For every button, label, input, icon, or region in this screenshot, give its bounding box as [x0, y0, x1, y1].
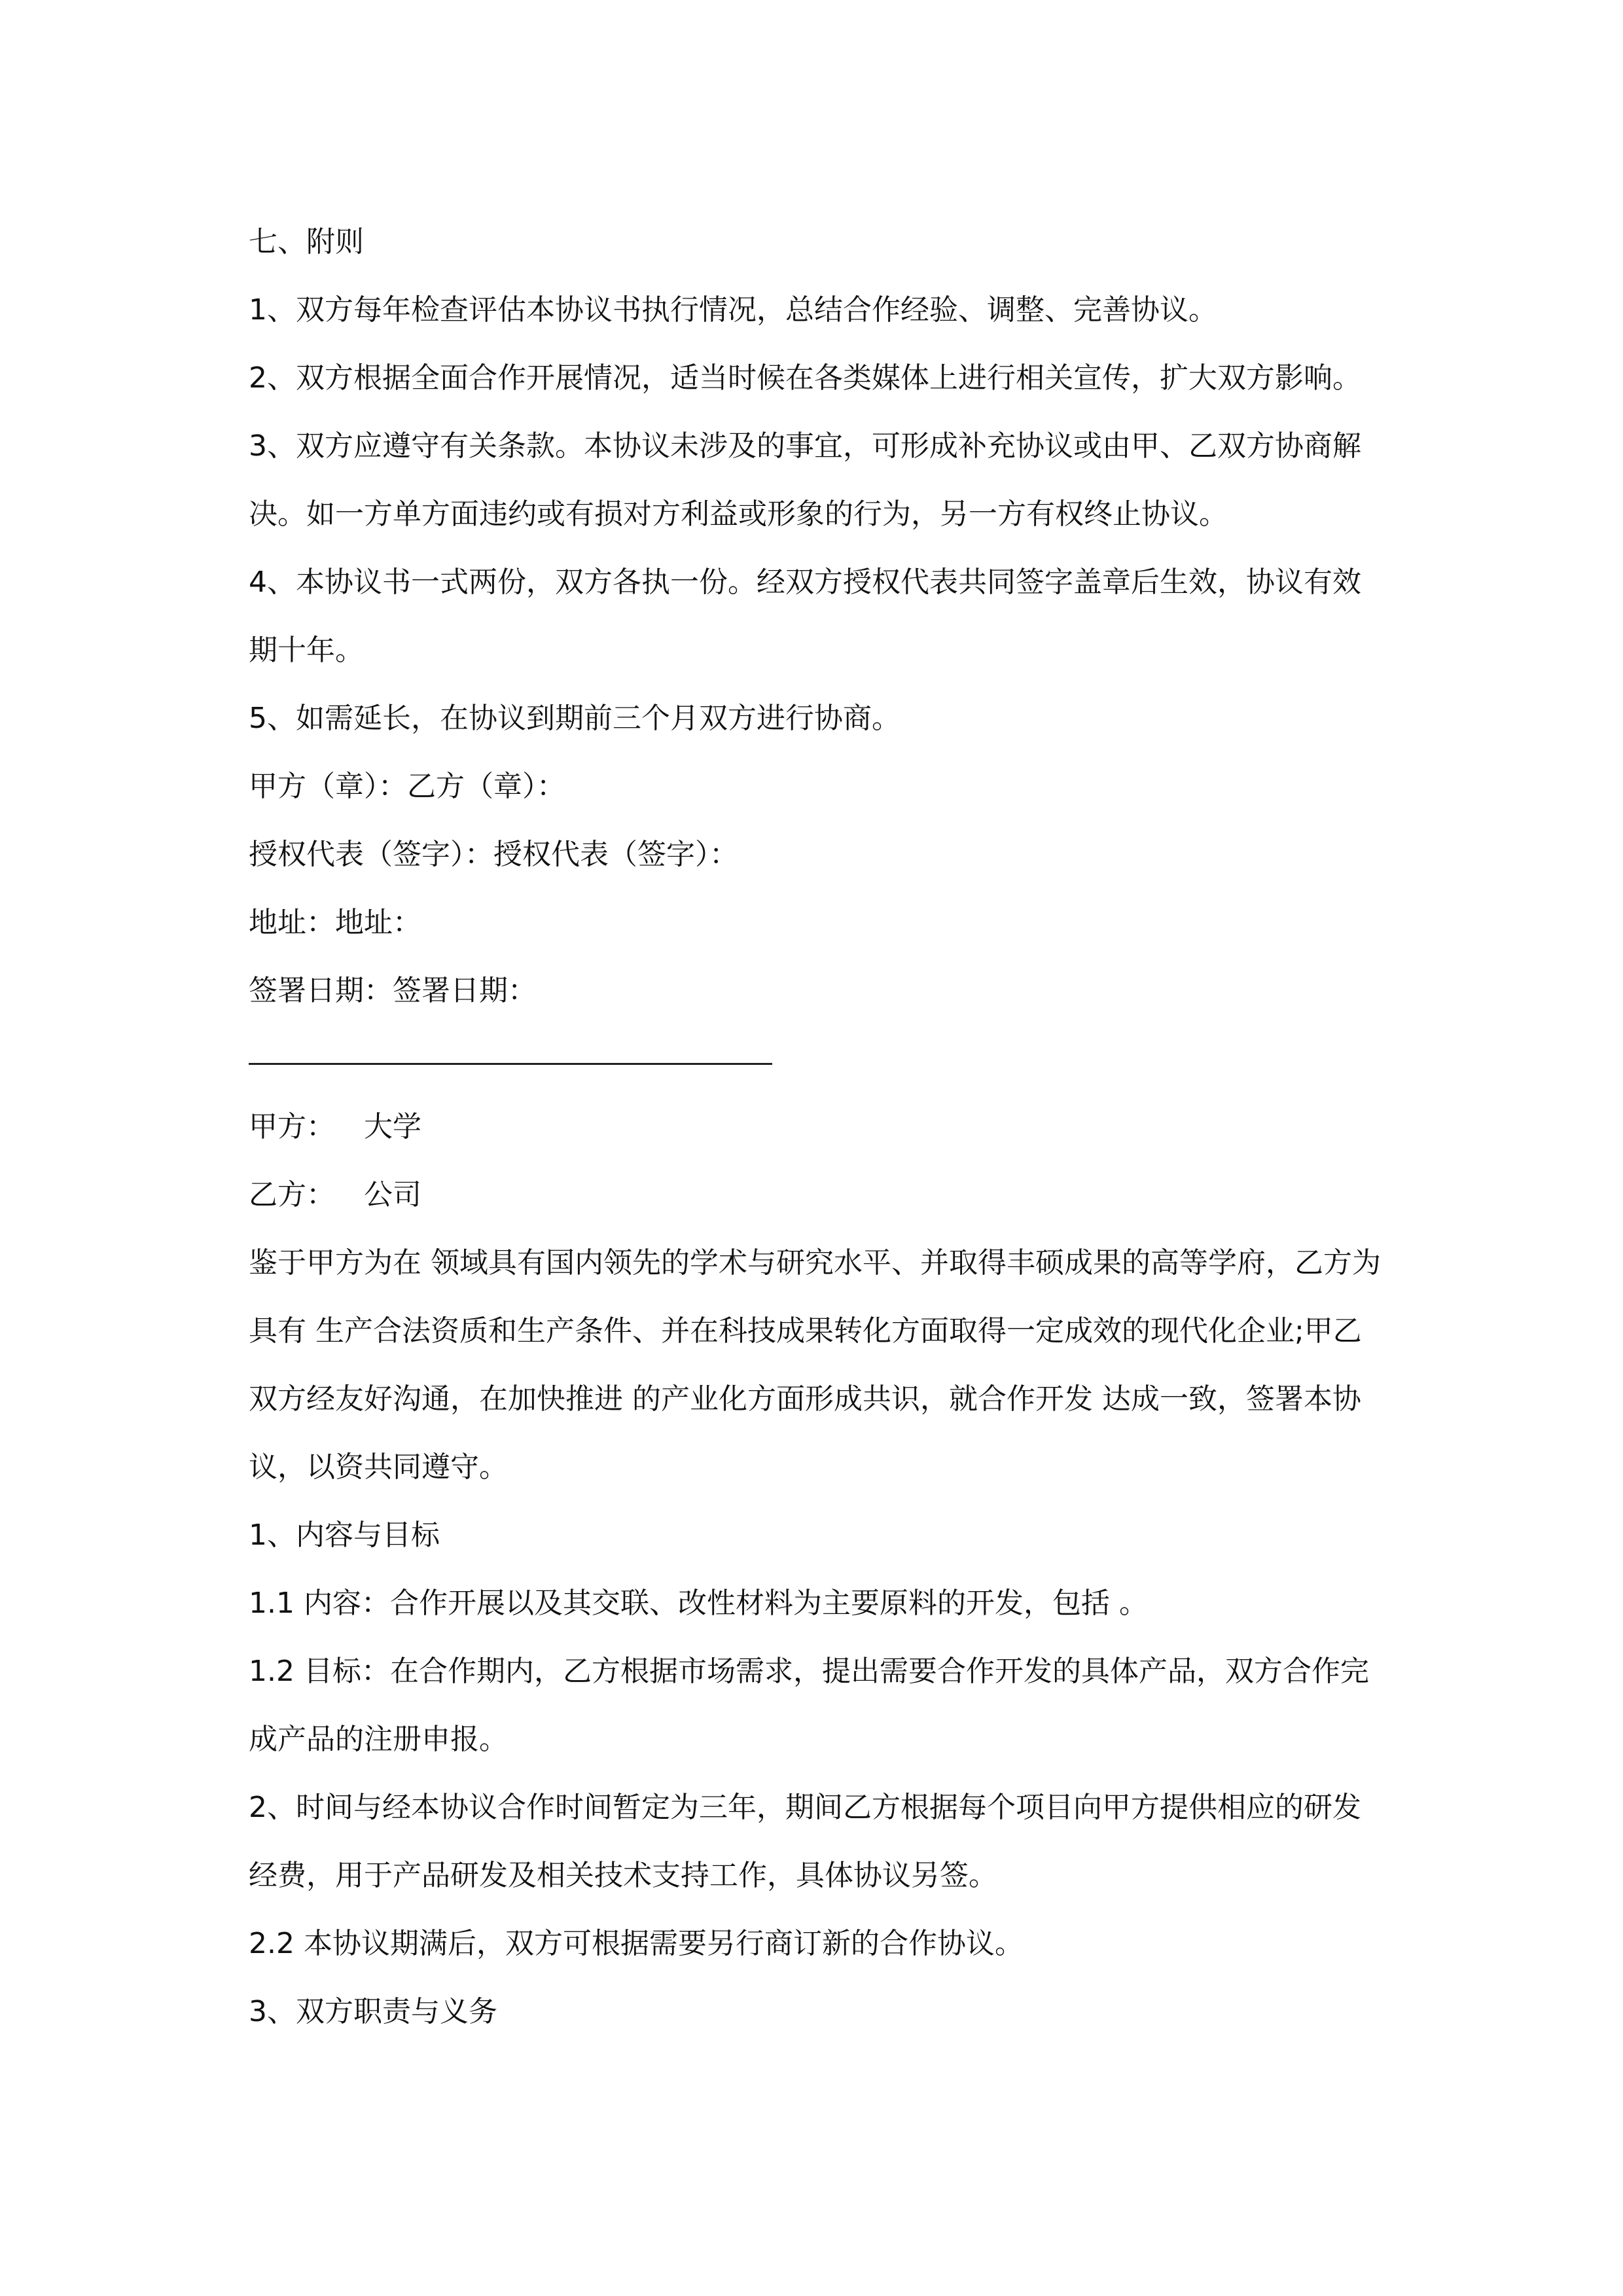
party-b-label: 乙方： [249, 1178, 335, 1211]
clause-3-heading: 3、双方职责与义务 [249, 1995, 497, 2028]
clause-2-2: 2.2 本协议期满后，双方可根据需要另行商订新的合作协议。 [249, 1927, 1024, 1960]
article-item-1: 1、双方每年检查评估本协议书执行情况，总结合作经验、调整、完善协议。 [249, 293, 1217, 327]
clause-1-2: 1.2 目标：在合作期内，乙方根据市场需求，提出需要合作开发的具体产品，双方合作完成产品的注册申报。 [249, 1655, 1369, 1756]
party-a-label: 甲方： [249, 1110, 335, 1143]
party-b-value: 公司 [364, 1178, 421, 1211]
party-b-line [249, 1161, 1387, 1229]
party-a-value: 大学 [364, 1110, 421, 1143]
article-item-4: 4、本协议书一式两份，双方各执一份。经双方授权代表共同签字盖章后生效，协议有效期十年。 [249, 565, 1361, 667]
address-line: 地址：地址： [249, 906, 421, 939]
date-line: 签署日期：签署日期： [249, 974, 537, 1007]
article-item-5: 5、如需延长，在协议到期前三个月双方进行协商。 [249, 702, 901, 735]
document-body [249, 208, 1387, 2046]
representative-line: 授权代表（签字）：授权代表（签字）： [249, 838, 738, 871]
article-item-2: 2、双方根据全面合作开展情况，适当时候在各类媒体上进行相关宣传，扩大双方影响。 [249, 361, 1361, 395]
preamble-paragraph: 鉴于甲方为在 领域具有国内领先的学术与研究水平、并取得丰硕成果的高等学府，乙方为具有 生产合法资质和生产条件、并在科技成果转化方面取得一定成效的现代化企业;甲乙双方经友好沟通，在加快推进 的产业化方面形成共识，就合作开发 达成一致，签署本协议，以资共同遵守。 [249, 1246, 1381, 1484]
clause-1-heading: 1、内容与目标 [249, 1518, 440, 1552]
article-item-3: 3、双方应遵守有关条款。本协议未涉及的事宜，可形成补充协议或由甲、乙双方协商解决。如一方单方面违约或有损对方利益或形象的行为，另一方有权终止协议。 [249, 429, 1361, 531]
separator-rule [249, 1025, 1387, 1093]
separator-line [249, 1063, 772, 1065]
party-a-line [249, 1093, 1387, 1161]
seal-line: 甲方（章）：乙方（章）： [249, 770, 565, 803]
clause-1-1: 1.1 内容：合作开展以及其交联、改性材料为主要原料的开发，包括 。 [249, 1587, 1148, 1620]
clause-2: 2、时间与经本协议合作时间暂定为三年，期间乙方根据每个项目向甲方提供相应的研发经费，用于产品研发及相关技术支持工作，具体协议另签。 [249, 1791, 1361, 1892]
section-heading: 七、附则 [249, 225, 364, 259]
